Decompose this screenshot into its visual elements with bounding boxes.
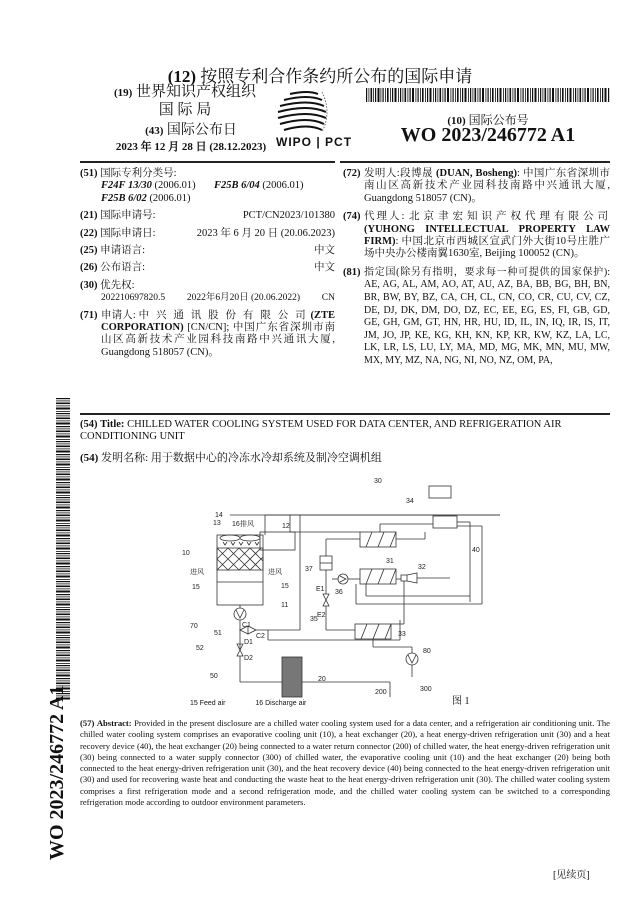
figure-legend: [190, 700, 334, 707]
agent-name-en: (YUHONG INTELLECTUAL PROPERTY LAW FIRM): [364, 223, 610, 248]
filing-date: 2023 年 6 月 20 日 (20.06.2023): [196, 227, 335, 239]
priority-number: 202210697820.5: [101, 293, 166, 304]
inid-code: (26): [80, 262, 98, 274]
divider: [80, 161, 335, 163]
svg-text:D2: D2: [244, 655, 253, 662]
title-text-zh: 用于数据中心的冷冻水冷却系统及制冷空调机组: [150, 452, 382, 464]
title-chinese: [80, 449, 382, 465]
inventor-name-en: (DUAN, Bosheng): [436, 168, 517, 179]
ipc-version: (2006.01): [262, 180, 304, 192]
field-label: 申请人:: [101, 309, 136, 321]
svg-text:进风: 进风: [268, 569, 282, 576]
field-25: [80, 245, 335, 257]
side-publication-number: [44, 685, 80, 860]
designated-states: AE, AG, AL, AM, AO, AT, AU, AZ, BA, BB, BG, BH, BN, BR, BW, BY, BZ, CA, CH, CL, CN, CO, CR, CU, CV, CZ, DE, DJ, DK, DM, DO, DZ, EC, EE, EG, ES, FI, GB, GD, GE, GH, GM, GT, HN, HR, HU, ID, IL, IN, IQ, IR, IS, IT, JM, JO, JP, KE, KG, KH, KN, KP, KR, KW, KZ, LA, LC, LK, LR, LS, LU, LY, MA, MD, MG, MK, MN, MU, MW, MX, MY, MZ, NA, NG, NI, NO, NZ, OM, PA,: [364, 279, 610, 366]
svg-text:15: 15: [281, 583, 289, 590]
svg-text:排风: 排风: [240, 521, 254, 528]
ipc-version: (2006.01): [154, 180, 196, 192]
field-label: 优先权:: [100, 279, 135, 291]
title-english: [80, 419, 610, 443]
inid-code: (74): [343, 211, 361, 223]
title-text-en: CHILLED WATER COOLING SYSTEM USED FOR DATA CENTER, AND REFRIGERATION AIR CONDITIONING UNIT: [80, 419, 562, 442]
field-label: 申请语言:: [100, 245, 146, 257]
field-label: 国际专利分类号:: [100, 168, 177, 179]
svg-text:D1: D1: [244, 639, 253, 646]
svg-text:300: 300: [420, 686, 432, 693]
field-label: 公布语言:: [100, 262, 146, 274]
svg-text:70: 70: [190, 623, 198, 630]
inid-code: (71): [80, 309, 98, 321]
inid-code: (30): [80, 279, 98, 291]
field-71: [80, 310, 335, 360]
svg-text:200: 200: [375, 689, 387, 696]
legend-discharge-air: 16 Discharge air: [255, 700, 307, 707]
side-barcode: [56, 398, 70, 700]
document-type-title: [0, 62, 640, 87]
svg-text:C2: C2: [256, 633, 265, 640]
svg-text:12: 12: [282, 523, 290, 530]
applicant-name-en: (ZTE CORPORATION): [101, 309, 336, 334]
inid-code: (25): [80, 245, 98, 257]
field-22: [80, 228, 335, 240]
field-74: [343, 211, 610, 261]
application-number: PCT/CN2023/101380: [242, 210, 335, 222]
field-26: [80, 262, 335, 274]
continued-on-next-page: [见续页]: [553, 870, 590, 881]
inid-code: (57): [80, 718, 95, 728]
inid-code: (10): [447, 115, 466, 127]
field-81: [343, 267, 610, 368]
org-subname: 国 际 局: [158, 102, 212, 118]
applicant-address: [CN/CN]; 中国广东省深圳市南山区高新技术产业园科技南路中兴通讯大厦, Guangdong 518057 (CN)。: [101, 322, 336, 358]
publication-number: WO 2023/246772 A1: [400, 124, 576, 146]
svg-text:33: 33: [398, 631, 406, 638]
figure-labels: [182, 478, 480, 696]
svg-text:80: 80: [423, 648, 431, 655]
abstract-text: Provided in the present disclosure are a chilled water cooling system used for a data center, and a refrigeration air conditioning unit. The chilled water cooling system comprises an evaporative cooling unit (10), a heat exchanger (20), a heat energy-driven refrigeration unit (30) and a heat recovery device (40), the heat exchanger (20) being connected to a water return connector (200) of chilled water, the heat energy-driven refrigeration unit (30) being connected to a water supply connector (300) of chilled water, the evaporative cooling unit (10) and the heat exchanger (20) being both connected to the heat energy-driven refrigeration unit (30), and the heat recovery device (40) being connected to the heat energy-driven refrigeration unit (30) and used for recovering waste heat and conducting the waste heat to the heat energy-driven refrigeration unit (30). The chilled water cooling system comprises a first refrigeration mode and a second refrigeration mode, and the chilled water cooling system can be switched to a corresponding refrigeration mode according to outdoor environment parameters.: [80, 718, 610, 808]
title-label: Title:: [100, 419, 125, 430]
pub-date-label: 国际公布日: [166, 123, 237, 138]
inid-code: (21): [80, 210, 98, 222]
divider: [80, 413, 610, 415]
field-label: 国际申请号:: [100, 210, 156, 222]
wipo-pct-wordmark: WIPO | PCT: [276, 135, 353, 149]
svg-text:E1: E1: [316, 586, 325, 593]
publication-date-block: [96, 123, 286, 155]
inid-code: (12): [167, 67, 197, 86]
inid-code: (54): [80, 419, 98, 430]
inid-code: (22): [80, 227, 98, 239]
svg-text:13: 13: [213, 520, 221, 527]
figure-label: 图 1: [452, 696, 470, 707]
field-label: 国际申请日:: [100, 227, 156, 239]
svg-text:40: 40: [472, 547, 480, 554]
ipc-class: F25B 6/04: [213, 180, 260, 192]
svg-text:30: 30: [374, 478, 382, 485]
side-pub-no-text: WO 2023/246772 A1: [46, 685, 68, 860]
priority-country: CN: [321, 293, 335, 304]
field-51: [80, 168, 335, 205]
field-label: 发明人:: [364, 168, 400, 179]
agent-address: : 中国北京市西城区宣武门外大街10号庄胜广场中央办公楼南翼1630室, Beijing 100052 (CN)。: [364, 236, 610, 260]
field-30: [80, 280, 335, 305]
patent-figure-1: [170, 472, 500, 710]
svg-text:32: 32: [418, 564, 426, 571]
bibliographic-data-left: [80, 168, 335, 359]
svg-text:37: 37: [305, 566, 313, 573]
svg-text:20: 20: [318, 676, 326, 683]
pub-date-value: 2023 年 12 月 28 日 (28.12.2023): [115, 141, 267, 153]
field-label: 代理人:: [364, 211, 405, 223]
svg-text:16: 16: [232, 521, 240, 528]
filing-language: 中文: [314, 245, 335, 257]
field-label: 指定国(除另有指明，要求每一种可提供的国家保护):: [364, 266, 610, 278]
abstract-label: Abstract:: [96, 718, 132, 728]
bibliographic-data-right: [343, 168, 610, 368]
svg-text:E2: E2: [317, 612, 326, 619]
org-name: 世界知识产权组织: [136, 84, 257, 100]
ipc-class: F24F 13/30: [101, 180, 152, 192]
inid-code: (72): [343, 168, 361, 179]
svg-text:10: 10: [182, 550, 190, 557]
svg-text:15: 15: [192, 584, 200, 591]
inid-code: (81): [343, 266, 361, 278]
svg-text:进风: 进风: [190, 569, 204, 576]
field-72: [343, 168, 610, 205]
svg-text:35: 35: [310, 616, 318, 623]
inid-code: (19): [113, 87, 133, 99]
inventor-name-zh: 段博晟: [399, 168, 433, 179]
svg-text:C1: C1: [242, 622, 251, 629]
priority-date: 2022年6月20日 (20.06.2022): [186, 293, 301, 304]
publication-language: 中文: [314, 262, 335, 274]
svg-text:11: 11: [281, 602, 289, 609]
svg-text:52: 52: [196, 645, 204, 652]
pub-number-label-text: 国际公布号: [468, 113, 529, 127]
title-label-zh: 发明名称:: [101, 452, 149, 464]
abstract: [80, 718, 610, 808]
svg-text:36: 36: [335, 589, 343, 596]
inid-code: (51): [80, 168, 98, 179]
svg-text:31: 31: [386, 558, 394, 565]
svg-text:51: 51: [214, 630, 222, 637]
organization-block: [100, 84, 270, 119]
legend-feed-air: 15 Feed air: [190, 700, 226, 707]
inid-code: (43): [145, 125, 164, 137]
ipc-class: F25B 6/02: [101, 192, 147, 204]
title-text: 按照专利合作条约所公布的国际申请: [200, 67, 473, 86]
divider: [340, 161, 610, 163]
agent-name-zh: 北京聿宏知识产权代理有限公司: [409, 211, 611, 223]
svg-text:50: 50: [210, 673, 218, 680]
ipc-version: (2006.01): [149, 192, 191, 204]
inid-code: (54): [80, 452, 99, 464]
svg-text:34: 34: [406, 498, 414, 505]
field-21: [80, 210, 335, 222]
inventor-address: : 中国广东省深圳市南山区高新技术产业园科技南路中兴通讯大厦, Guangdong 518057 (CN)。: [364, 168, 611, 204]
applicant-name-zh: 中 兴 通 讯 股 份 有 限 公 司: [138, 309, 308, 321]
svg-text:14: 14: [215, 512, 223, 519]
publication-barcode: [366, 88, 610, 102]
